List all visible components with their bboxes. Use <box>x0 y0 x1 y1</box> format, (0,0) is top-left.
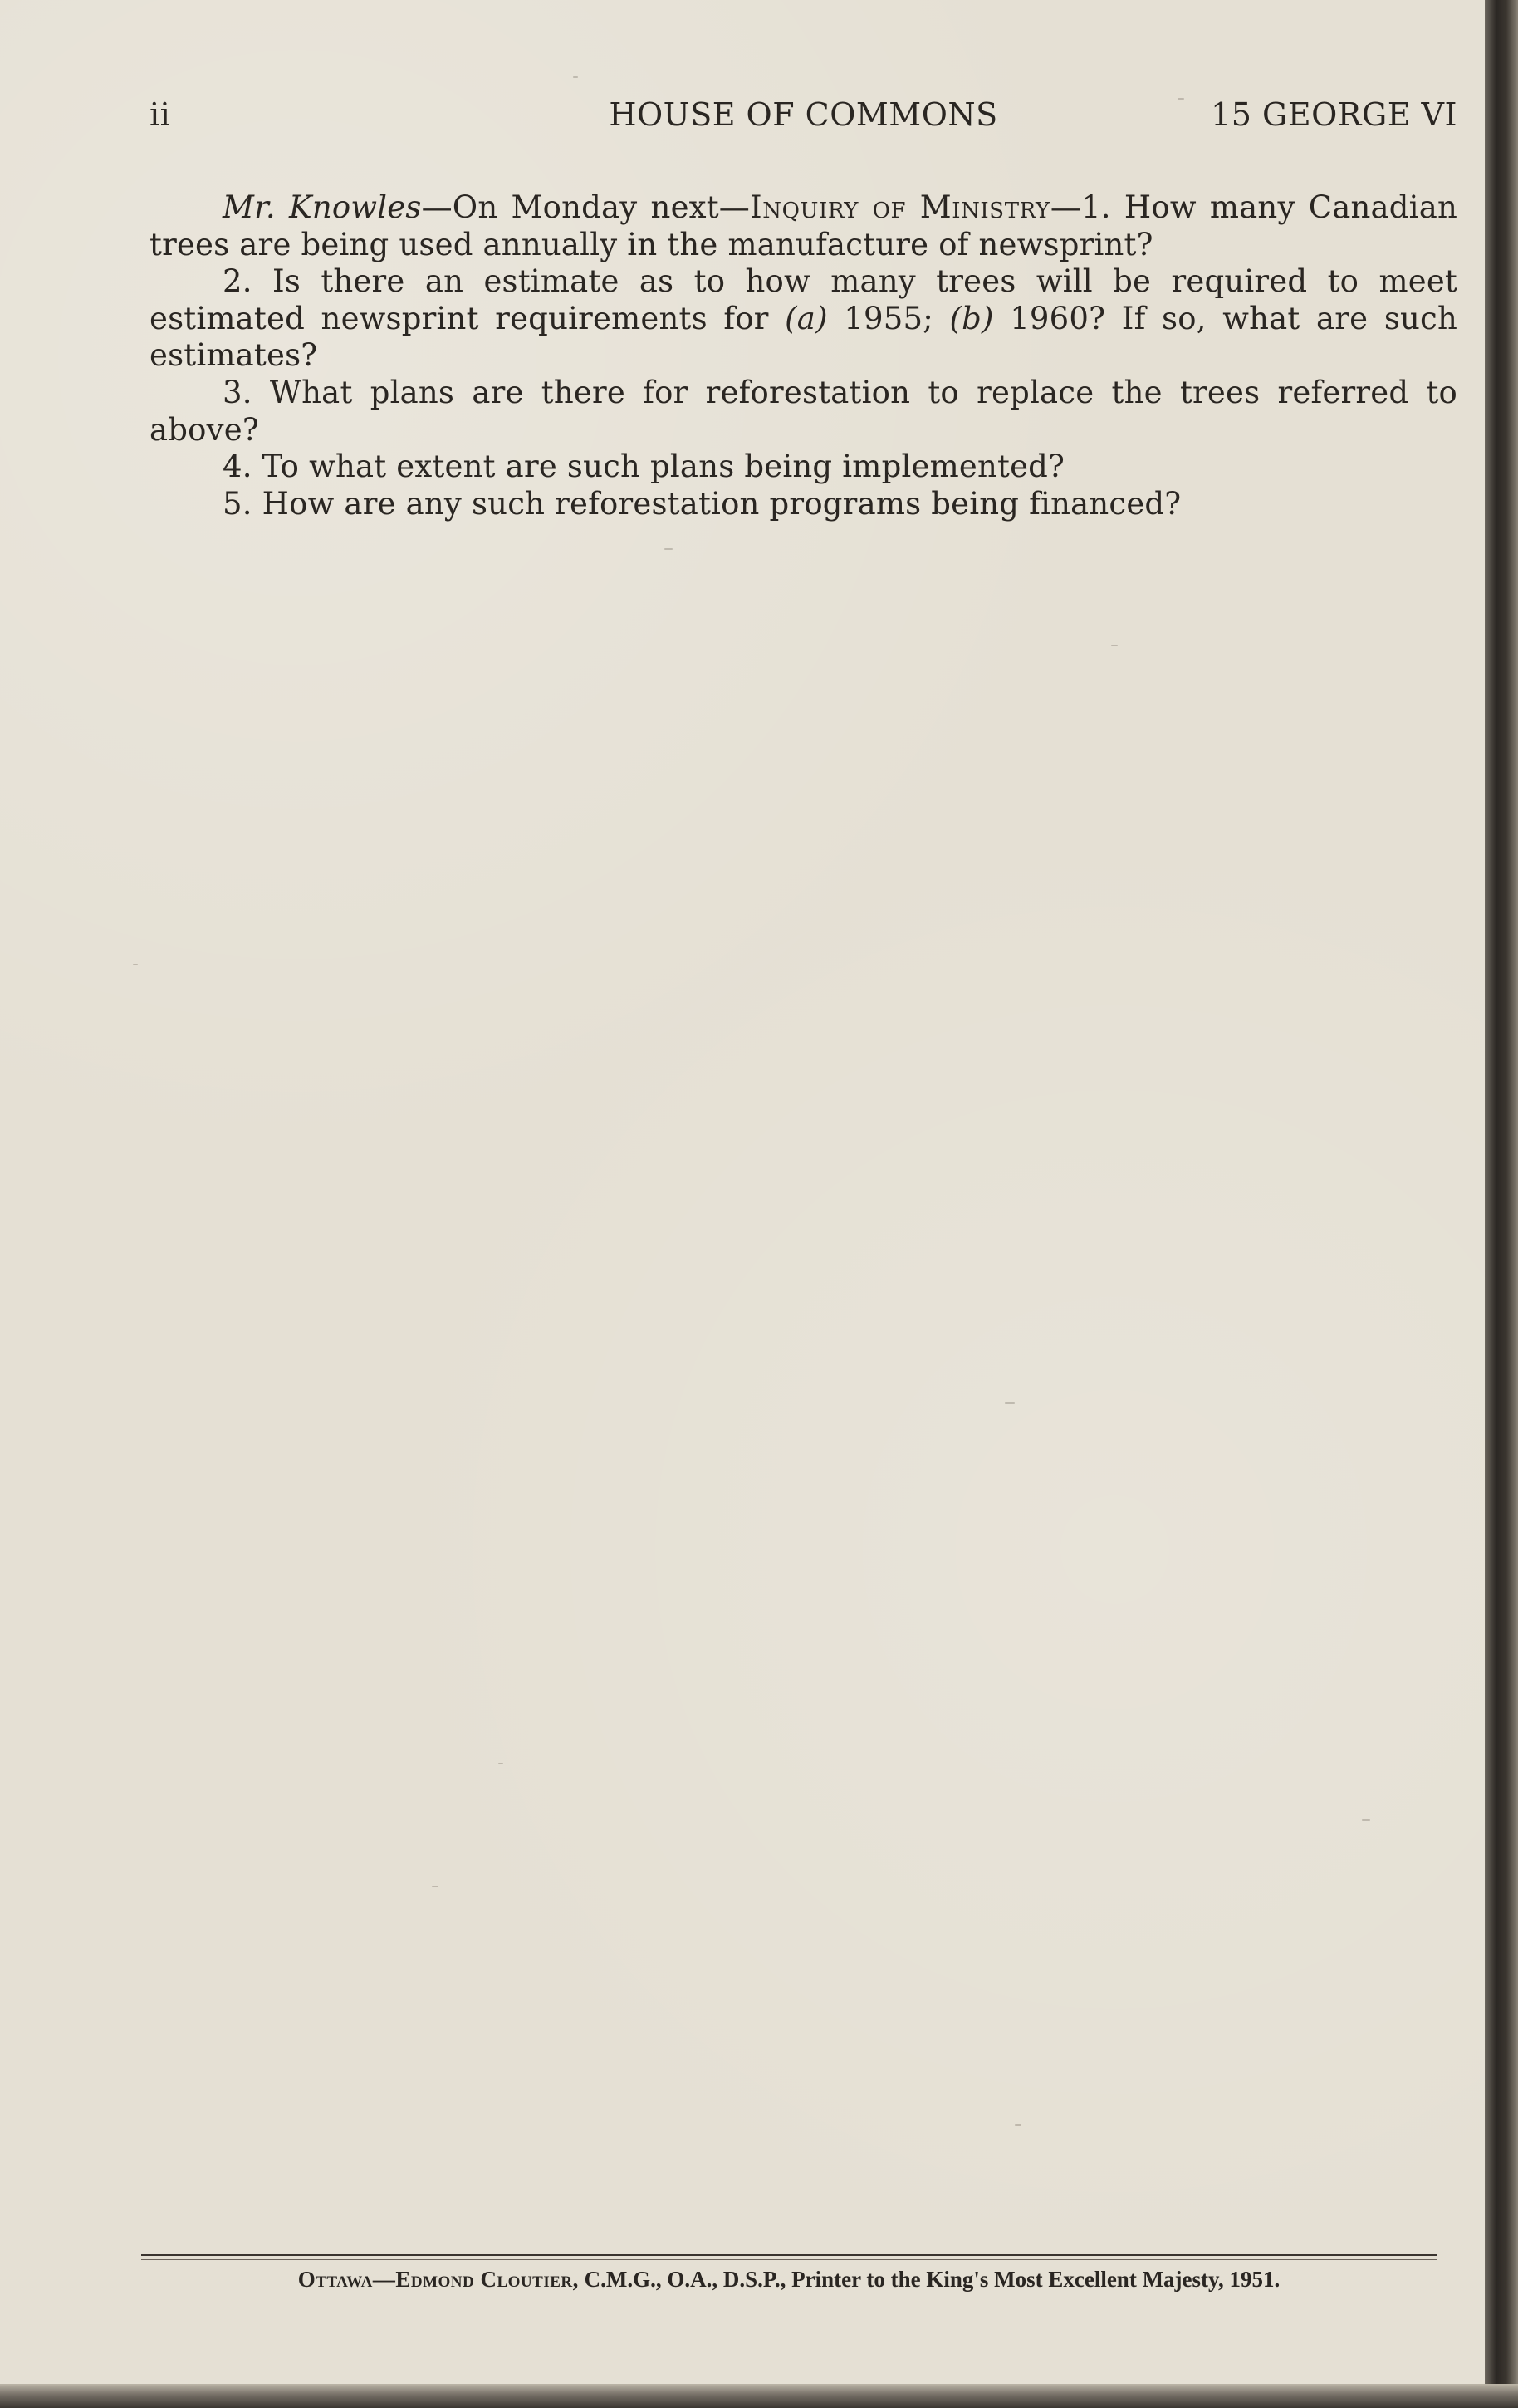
question-paragraph-2 <box>149 263 1457 375</box>
question-paragraph-3 <box>149 375 1457 449</box>
question-2-year-a: 1955; <box>827 300 950 336</box>
question-2-year-b: 1960? If so, what are such estimates? <box>149 300 1457 374</box>
member-name: Mr. Knowles <box>223 189 422 225</box>
question-paragraph-4 <box>149 449 1457 486</box>
notice-intro: —On Monday next— <box>421 189 751 225</box>
imprint-credentials: C.M.G., O.A., D.S.P., Printer to the King's Most Excellent Majesty, 1951. <box>578 2267 1281 2292</box>
page-number: ii <box>149 96 171 133</box>
question-paragraph-1 <box>149 189 1457 263</box>
paper-fleck <box>664 548 673 550</box>
question-2-text: 2. Is there an estimate as to how many trees will be required to meet estimated newsprint requirements for <box>149 263 1457 336</box>
book-spine-edge <box>1485 0 1518 2408</box>
imprint-rule-thin <box>141 2259 1437 2260</box>
page-bottom-edge <box>0 2384 1518 2408</box>
paper-fleck <box>1362 1819 1370 1821</box>
question-2-label-a: (a) <box>785 300 828 336</box>
paper-fleck <box>133 964 138 965</box>
question-paragraph-5 <box>149 486 1457 523</box>
imprint-printer: Ottawa—Edmond Cloutier, <box>297 2267 579 2292</box>
question-4: 4. To what extent are such plans being implemented? <box>223 449 1065 485</box>
paper-fleck <box>1015 2124 1021 2126</box>
running-title: HOUSE OF COMMONS <box>609 96 998 133</box>
printer-imprint <box>141 2261 1437 2298</box>
regnal-year: 15 GEORGE VI <box>1211 96 1457 133</box>
paper-fleck <box>573 76 578 78</box>
question-2-label-b: (b) <box>949 300 994 336</box>
page-header <box>149 93 1457 136</box>
paper-fleck <box>432 1886 438 1887</box>
paper-fleck <box>1005 1402 1015 1404</box>
imprint-rule <box>141 2254 1437 2256</box>
paper-fleck <box>498 1763 503 1764</box>
question-5: 5. How are any such reforestation programs being financed? <box>223 485 1182 522</box>
paper-fleck <box>1111 645 1118 646</box>
question-notice <box>149 189 1457 522</box>
question-3: 3. What plans are there for reforestation to replace the trees referred to above? <box>149 374 1457 448</box>
question-1: —1. How many Canadian trees are being used annually in the manufacture of newsprint? <box>149 189 1457 262</box>
inquiry-label: Inquiry of Ministry <box>750 189 1050 225</box>
